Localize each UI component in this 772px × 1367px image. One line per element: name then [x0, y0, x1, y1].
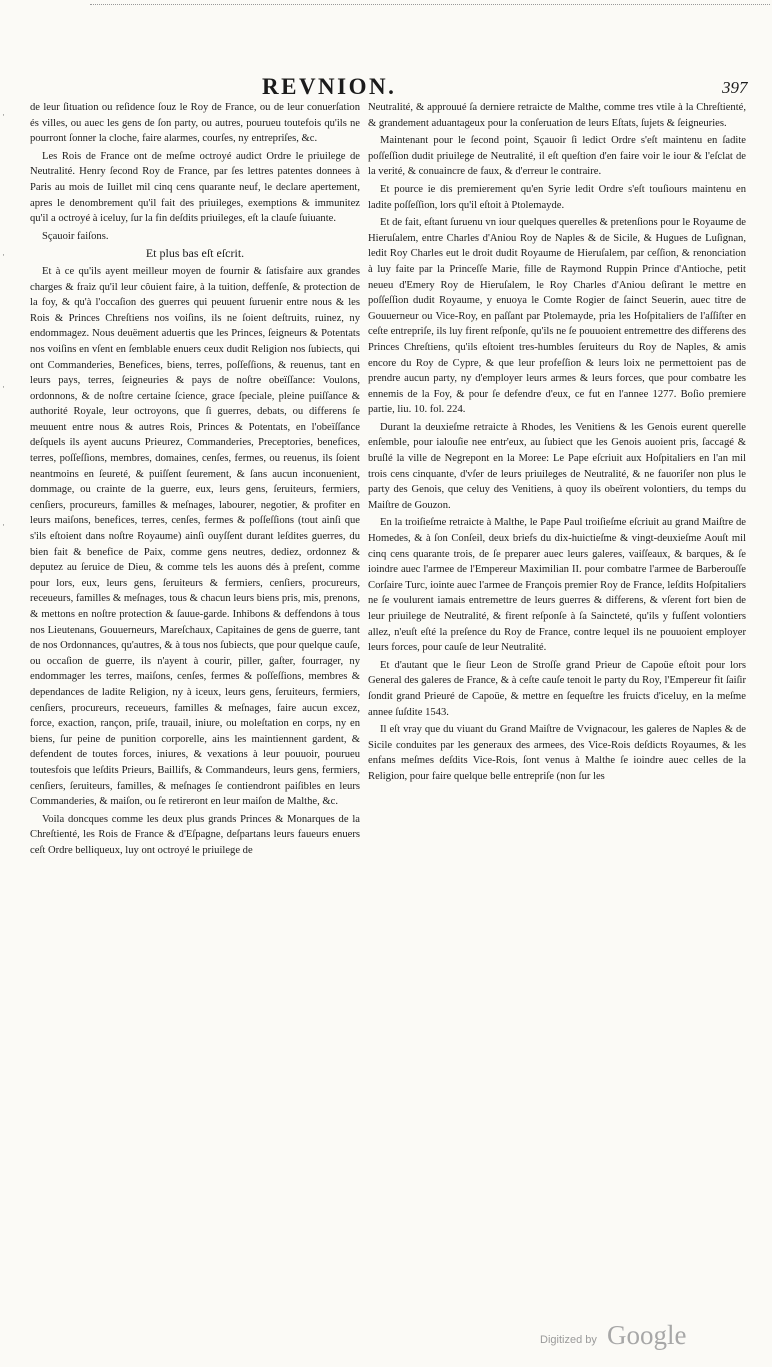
paragraph: Sçauoir faiſons.: [42, 230, 109, 242]
paragraph: Les Rois de France ont de meſme octroyé audict Ordre le priuilege de Neutralité. Henry ſecond Roy de France, par ſes lettres patentes donnees à Paris au mois de Iuillet mil cinq cens quarante neuf, le declare apertement, apres le denombrement qu'il fait des priuileges, exemptions & immunitez qu'il a octroyé à iceluy, ſur la fin deſdits priuileges, eſt la clauſe ſuiuante.: [30, 150, 360, 225]
google-logo: Google: [607, 1320, 687, 1350]
page-top-edge: [90, 4, 770, 11]
paragraph: Durant la deuxieſme retraicte à Rhodes, les Venitiens & les Genois eurent querelle enſemble, pour ialouſie nee entr'eux, au ſubiect que les Genois auoient pris, ſaccagé & bruſlé la ville de Negrepont en la Moree: Le Pape eſcriuit aux Hoſpitaliers en l'an mil trois cens cinquante, d'vſer de leurs priuileges de Neutralité, & ne fauoriſer non plus le party des Genois, que celuy des Venitiens, à quoy ils obeïrent volontiers, du temps du Maiſtre de Gouzon.: [368, 421, 746, 511]
margin-mark: ·: [2, 250, 5, 260]
paragraph: Et à ce qu'ils ayent meilleur moyen de fournir & ſatisfaire aux grandes charges & fraiz qu'il leur côuient faire, à la tuition, deffenſe, & protection de la foy, & qu'à l'occaſion des guerres qui peuuent ſuruenir entre nous & les Rois & Princes Chreſtiens nos voiſins, ils ne ſoient deſtruits, ruinez, ny endommagez. Nous deuëment aduertis que les Princes, ſeigneurs & Potentats nos voiſins en vſent en ſemblable enuers ceux dudit Religion nos ſubiects, qui ont Commanderies, Benefices, biens, terres, poſſeſſions, & reuenus, tant en leurs pays, terres, ſeigneuries & pays de noſtre obeïſſance: Voulons, ordonnons, & de noſtre certaine ſcience, grace ſpeciale, pleine puiſſance & authorité Royale, leur octroyons, que ſi guerres, debats, ou differens ſe meuuent entre nous & autres Rois, Princes & Potentats, en l'obeïſſance deſquels ils ayent aucuns Prieurez, Commanderies, Preceptories, benefices, terres, poſſeſſions, membres, domaines, cenſes, fermes, ou reuenus, ils ſoient neantmoins en ſeureté, & puiſſent ſeurement, & ſans aucun inconuenient, dommage, ou crainte de la guerre, eux, leurs gens, ſeruiteurs, fermiers, cenſiers, procureurs, familles & meſnages, labourer, negotier, & profiter en leurs maiſons, benefices, terres, cenſes, fermes & poſſeſſions (tout ainſi que s'ils eſtoient dans noſtre Royaume) ainſi ouyſſent durant leſdites guerres, du bien fait & benefice de Paix, comme gens neutres, dediez, ordonnez & deputez au ſeruice de Dieu, & comme tels les auons dés à preſent, comme pour lors, eux, leurs gens, ſeruiteurs & fermiers, cenſiers, procureurs, receueurs, familles & meſnages, tous & chacun leurs biens pris, mis, prenons, & mettons en noſtre protection & ſauue-garde. Inhibons & deffendons à tous nos Lieutenans, Gouuerneurs, Mareſchaux, Capitaines de gens de guerre, tant de nos Ordonnances, qu'autres, & à tous nos ſubiects, que pour quelque cauſe, ou occaſion de guerre, ils n'ayent à courir, piller, gaſter, fourrager, ny endommager les terres, maiſons, cenſes, fermes & poſſeſſions, membres & dependances de ladite Religion, ny à iceux, leurs gens, ſeruiteurs, fermiers, cenſiers, procureurs, receueurs, familles & meſnages, faire aucun excez, force, exaction, rançon, priſe, trauail, iniure, ou moleſtation en corps, ny en biens, ſur peine de punition corporelle, ains les maintiennent gardent, & defendent de toutes forces, iniures, & vexations à leur pouuoir, pourueu toutesfois que leſdits Prieurs, Baillifs, & Commandeurs, leurs gens, fermiers, cenſiers, ſeruiteurs, familles, & meſnages ſe contiendront paiſibles en leurs Commanderies, & maiſon, ou ſe retireront en leur maiſon de Malthe, &c.: [30, 265, 360, 808]
running-title: REVNION.: [262, 74, 397, 99]
google-watermark: [540, 1322, 730, 1356]
paragraph: En la troiſieſme retraicte à Malthe, le Pape Paul troiſieſme eſcriuit au grand Maiſtre de Homedes, & à ſon Conſeil, deux briefs du dix-huictieſme & vingt-deuxieſme Aouſt mil cinq cens quarante trois, de ſe preparer auec leurs galeres, vaiſſeaux, & barques, & ſe ioindre auec l'armee de l'Empereur Maximilian II. pour combatre l'armee de Barberouſſe Corſaire Turc, iointe auec l'armee de François premier Roy de France, leſdits Hoſpitaliers ne ſe voulurent iamais entremettre de leurs guerres & differens, & vſerent fort bien de leur priuilege de Neutralité, & firent reſponſe à ſa Saincteté, qu'ils y fuſſent volontiers allez, n'euſt eſté la preſence du Roy de France, contre lequel ils ne pouuoient employer leurs forces, pour cauſe de leur Neutralité.: [368, 517, 746, 654]
right-column: [368, 100, 746, 787]
page-number: 397: [722, 78, 748, 97]
watermark-prefix: Digitized by: [540, 1334, 597, 1346]
left-column: [30, 100, 360, 861]
paragraph: Il eſt vray que du viuant du Grand Maiſtre de Vvignacour, les galeres de Naples & de Sicile conduites par les generaux des armees, des Vice-Rois deſdicts Royaumes, & les enfans meſmes deſdits Vice-Rois, ſont venus à Malthe ſe ioindre auec celles de la Religion, pour faire quelque belle entrepriſe (non ſur les: [368, 724, 746, 782]
paragraph: de leur ſituation ou reſidence ſouz le Roy de France, ou de leur conuerſation és villes, ou auec les gens de ſon party, ou autres, pourueu toutefois qu'ils ne pourront ſonner la cloche, faire alarmes, courſes, ny entrepriſes, &c.: [30, 102, 360, 145]
margin-mark: ·: [2, 110, 5, 120]
paragraph: Neutralité, & approuué ſa derniere retraicte de Malthe, comme tres vtile à la Chreſtienté, & grandement aduantageux pour la conſeruation de leurs Eſtats, ſujets & ſeigneuries.: [368, 102, 746, 129]
margin-mark: ·: [2, 382, 5, 392]
running-header: [0, 74, 772, 102]
paragraph: Voila doncques comme les deux plus grands Princes & Monarques de la Chreſtienté, les Rois de France & d'Eſpagne, deſpartans leurs faueurs enuers ceſt Ordre belliqueux, luy ont octroyé le priuilege de: [30, 813, 360, 856]
paragraph: Et de fait, eſtant ſuruenu vn iour quelques querelles & pretenſions pour le Royaume de Hieruſalem, entre Charles d'Aniou Roy de Naples & de Sicile, & Hugues de Luſignan, ledit Roy Charles eut le droit dudit Royaume de Hieruſalem, par ceſſion, & renonciation à luy faite par la Princeſſe Marie, fille de Raymond Ruppin Prince d'Antioche, petit neueu d'Emery Roy de Hieruſalem, le Roy Charles d'Aniou deſirant le mettre en poſſeſſion dudit Royaume, y enuoya le Comte Rogier de ſainct Seuerin, auec titre de Gouuerneur ou Vice-Roy, en paſſant par Ptolemayde, pria les Hoſpitaliers de l'aſſiſter en ceſte entrepriſe, ils luy firent reſponſe, qu'ils ne ſe pouuoient entremettre des differens des Princes Chreſtiens, qu'ils eſtoient tres-humbles ſeruiteurs du Roy de Naples, & amis encore du Roy de Cypre, & que leur profeſſion & leurs loix ne permettoient pas de prendre aucun party, ny d'employer leurs armes & leurs forces, que pour combatre les ennemis de la Foy, & pour ſe defendre d'eux, ce fut en l'annee 1277. Boſio premiere partie, liu. 10. fol. 224.: [368, 217, 746, 416]
margin-mark: ·: [2, 520, 5, 530]
paragraph: Et pource ie dis premierement qu'en Syrie ledit Ordre s'eſt touſiours maintenu en ladite poſſeſſion, lors qu'il eſtoit à Ptolemayde.: [368, 183, 746, 211]
section-heading: Et plus bas eſt eſcrit.: [145, 246, 245, 261]
paragraph: Et d'autant que le ſieur Leon de Stroſſe grand Prieur de Capoüe eſtoit pour lors General des galeres de France, & à ceſte cauſe tenoit le party du Roy, l'Empereur fit ſaiſir ſondit grand Prieuré de Capoüe, & mettre en ſequeſtre les fruicts d'iceluy, en la meſme annee ſuſdite 1543.: [368, 659, 746, 718]
paragraph: Maintenant pour le ſecond point, Sçauoir ſi ledict Ordre s'eſt maintenu en ſadite poſſeſſion dudit priuilege de Neutralité, il eſt queſtion d'en faire voir le iour & l'eſclat de la verité, & conuaincre de faux, & d'erreur le contraire.: [368, 135, 746, 178]
